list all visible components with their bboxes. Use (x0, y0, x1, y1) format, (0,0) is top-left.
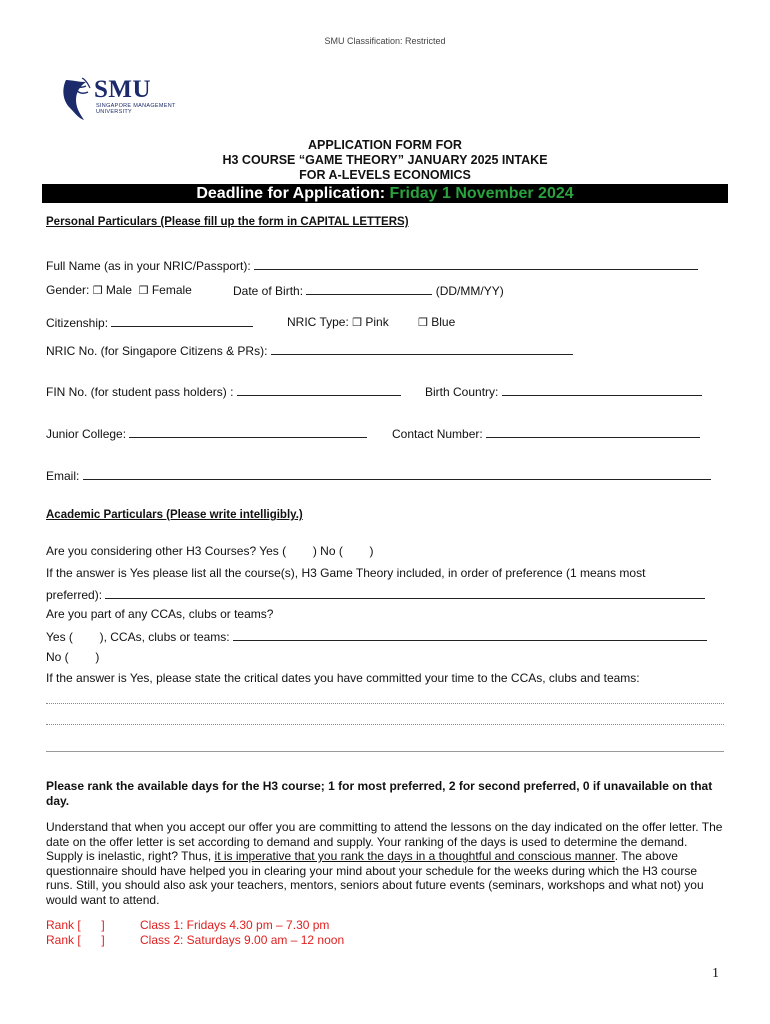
ranking-instructions-part1: Understand that when you accept our offer you are committing to attend the lessons on the day indicated on the offer letter. The date on the offer letter is set according to demand and supply. Your ranking of the days is used to determine the demand. Supply is inelastic, right? Thus, (46, 820, 723, 863)
course-preference-field[interactable] (105, 587, 705, 599)
form-title-line2: H3 COURSE “GAME THEORY” JANUARY 2025 INTAKE (222, 153, 548, 167)
citizenship-row (46, 315, 253, 330)
checkbox-female-icon[interactable]: ❒ (138, 285, 149, 297)
nric-type-pink-label: Pink (365, 315, 389, 329)
rank-label: Rank [ (46, 918, 81, 932)
deadline-text (42, 184, 728, 203)
rank-class2-row (46, 933, 105, 947)
deadline-date: Friday 1 November 2024 (389, 185, 574, 202)
gender-male-label: Male (105, 283, 132, 297)
dob-row (233, 283, 504, 298)
birth-country-label: Birth Country: (425, 385, 499, 399)
contact-number-label: Contact Number: (392, 427, 483, 441)
contact-number-row (392, 426, 700, 441)
cca-question: Are you part of any CCAs, clubs or teams? (46, 607, 274, 621)
rank-close: ] (101, 918, 105, 932)
cca-dates-line1[interactable] (46, 703, 724, 704)
other-courses-close: ) (369, 544, 374, 558)
email-row (46, 468, 711, 483)
junior-college-row (46, 426, 367, 441)
birth-country-field[interactable] (502, 384, 702, 396)
nric-no-field[interactable] (271, 343, 573, 355)
course-preference-row (46, 587, 705, 602)
cca-no-row (46, 650, 99, 664)
logo-wordmark: SMU (94, 76, 152, 103)
cca-yes-label: Yes ( (46, 630, 73, 644)
course-preference-line1: If the answer is Yes please list all the course(s), H3 Game Theory included, in order of preference (1 means most (46, 566, 646, 580)
cca-yes-row (46, 629, 707, 644)
other-courses-no-label: ) No ( (312, 544, 343, 558)
cca-list-field[interactable] (233, 629, 707, 641)
fin-no-label: FIN No. (for student pass holders) : (46, 385, 234, 399)
section-divider (46, 751, 724, 752)
email-field[interactable] (83, 468, 711, 480)
course-preference-label: preferred): (46, 588, 103, 602)
gender-label: Gender: (46, 283, 90, 297)
rank-close: ] (101, 933, 105, 947)
class2-label: Class 2: Saturdays 9.00 am – 12 noon (140, 933, 345, 947)
contact-number-field[interactable] (486, 426, 700, 438)
nric-type-blue-row (418, 315, 455, 329)
dob-format: (DD/MM/YY) (435, 284, 504, 298)
nric-type-blue-label: Blue (431, 315, 456, 329)
cca-dates-line2[interactable] (46, 724, 724, 725)
nric-no-row (46, 343, 573, 358)
nric-type-label: NRIC Type: (287, 315, 349, 329)
ranking-heading: Please rank the available days for the H3 course; 1 for most preferred, 2 for second preferred, 0 if unavailable on that day. (46, 779, 713, 808)
smu-lion-icon (60, 74, 94, 122)
rank-class1-row (46, 918, 105, 932)
fin-no-row (46, 384, 401, 399)
form-title-line3: FOR A-LEVELS ECONOMICS (299, 168, 471, 182)
smu-logo (60, 74, 200, 122)
full-name-row (46, 258, 698, 273)
ranking-instructions (46, 820, 726, 907)
academic-particulars-heading: Academic Particulars (Please write intelligibly.) (46, 509, 303, 521)
ranking-instructions-part2: . The above questionnaire should have helped you in clearing your mind about your schedule for the weeks during which the H3 course runs. Still, you should also ask your teachers, mentors, seniors about future events (seminars, workshops and what not) you would want to attend. (46, 849, 704, 907)
junior-college-label: Junior College: (46, 427, 127, 441)
checkbox-pink-icon[interactable]: ❒ (352, 317, 363, 329)
nric-type-row (287, 315, 389, 329)
logo-subtitle-line2: UNIVERSITY (96, 109, 133, 115)
cca-no-close: ) (95, 650, 100, 664)
rank-label: Rank [ (46, 933, 81, 947)
checkbox-male-icon[interactable]: ❒ (92, 285, 103, 297)
logo-subtitle-line1: SINGAPORE MANAGEMENT (96, 103, 176, 109)
deadline-label: Deadline for Application: (196, 185, 386, 202)
class1-label: Class 1: Fridays 4.30 pm – 7.30 pm (140, 918, 330, 932)
dob-label: Date of Birth: (233, 284, 304, 298)
nric-no-label: NRIC No. (for Singapore Citizens & PRs): (46, 344, 268, 358)
other-courses-yes-label: Are you considering other H3 Courses? Yes ( (46, 544, 287, 558)
cca-dates-question: If the answer is Yes, please state the critical dates you have committed your time to the CCAs, clubs and teams: (46, 671, 640, 685)
gender-female-label: Female (151, 283, 192, 297)
full-name-field[interactable] (254, 258, 698, 270)
email-label: Email: (46, 469, 80, 483)
citizenship-field[interactable] (111, 315, 253, 327)
classification-label: SMU Classification: Restricted (324, 36, 446, 46)
personal-particulars-heading: Personal Particulars (Please fill up the form in CAPITAL LETTERS) (46, 216, 409, 228)
ranking-instructions-emphasis: it is imperative that you rank the days in a thoughtful and conscious manner (214, 849, 615, 863)
citizenship-label: Citizenship: (46, 316, 109, 330)
birth-country-row (425, 384, 702, 399)
page-number: 1 (712, 966, 719, 981)
full-name-label: Full Name (as in your NRIC/Passport): (46, 259, 251, 273)
dob-field[interactable] (306, 283, 432, 295)
junior-college-field[interactable] (129, 426, 367, 438)
other-courses-question (46, 544, 374, 558)
fin-no-field[interactable] (237, 384, 401, 396)
cca-list-label: ), CCAs, clubs or teams: (99, 630, 230, 644)
logo-subtitle (96, 103, 176, 115)
cca-no-label: No ( (46, 650, 69, 664)
checkbox-blue-icon[interactable]: ❒ (418, 317, 428, 329)
form-title-line1: APPLICATION FORM FOR (308, 138, 462, 152)
gender-row (46, 283, 192, 297)
